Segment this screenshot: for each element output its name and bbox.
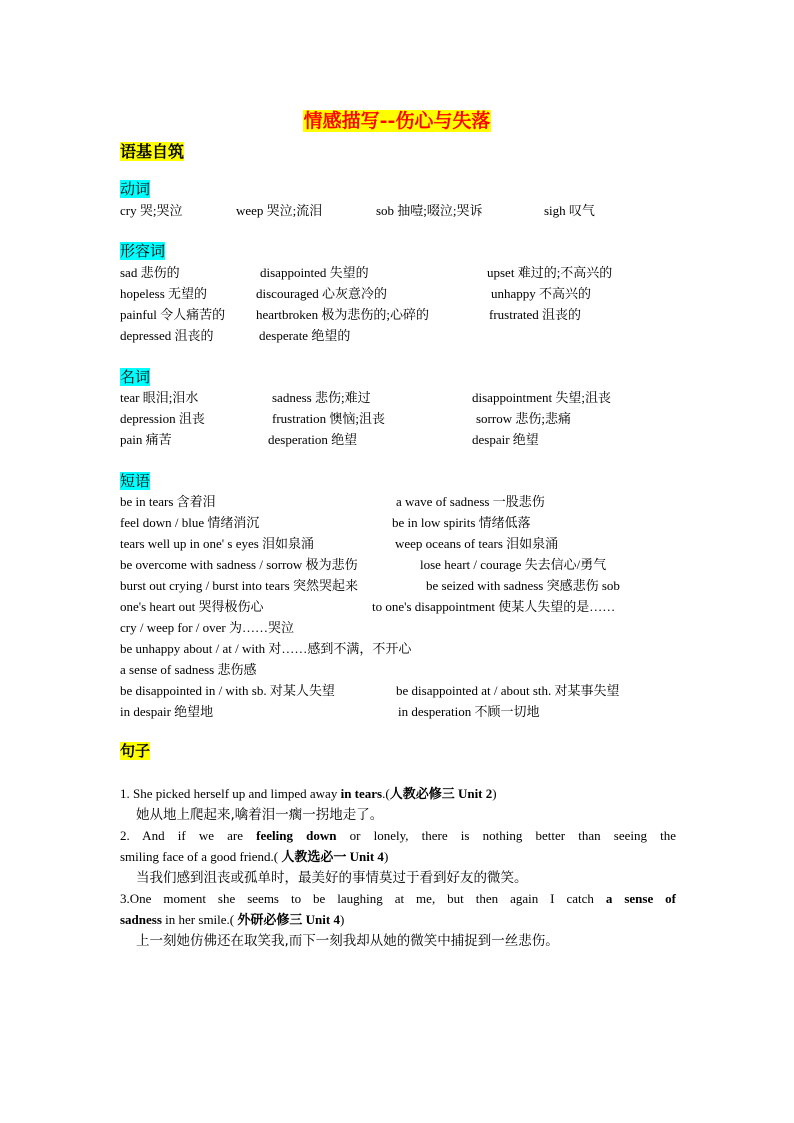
nouns-row [120, 429, 680, 450]
sentence-1: 1. She picked herself up and limped away in tears.(人教必修三 Unit 2) [120, 786, 497, 801]
noun-item: sadness 悲伤;难过 [272, 390, 371, 405]
adjective-item: disappointed 失望的 [260, 265, 369, 280]
noun-item: tear 眼泪;泪水 [120, 390, 199, 405]
phrase-line: be disappointed in / with sb. 对某人失望 be disappointed at / about sth. 对某事失望 [120, 683, 620, 698]
sentence-3-line-2: sadness in her smile.( 外研必修三 Unit 4) [120, 912, 345, 927]
adjectives-row [120, 325, 680, 346]
adjective-item: unhappy 不高兴的 [491, 286, 592, 301]
phrase-line: one's heart out 哭得极伤心 to one's disappointment 使某人失望的是…… [120, 599, 616, 614]
adjective-item: frustrated 沮丧的 [489, 307, 582, 322]
sentence-3-line-1: 3.One moment she seems to be laughing at me, but then again I catch a sense of [120, 891, 676, 906]
adjective-item: painful 令人痛苦的 [120, 307, 226, 322]
noun-item: pain 痛苦 [120, 432, 172, 447]
sentence-1-translation: 她从地上爬起来,噙着泪一瘸一拐地走了。 [136, 807, 384, 823]
sentence-2-line-2: smiling face of a good friend.( 人教选必一 Unit 4) [120, 849, 389, 864]
phrase-line: cry / weep for / over 为……哭泣 [120, 620, 295, 635]
verbs-row [120, 200, 680, 221]
nouns-row [120, 408, 680, 429]
verb-item: sigh 叹气 [544, 203, 595, 218]
nouns-row [120, 387, 680, 408]
nouns-heading: 名词 [120, 368, 151, 386]
phrase-line: feel down / blue 情绪消沉 be in low spirits 情绪低落 [120, 515, 531, 530]
noun-item: sorrow 悲伤;悲痛 [476, 411, 571, 426]
sentence-2-translation: 当我们感到沮丧或孤单时，最美好的事情莫过于看到好友的微笑。 [136, 870, 528, 886]
adjective-item: hopeless 无望的 [120, 286, 208, 301]
page-title [0, 106, 794, 133]
noun-item: desperation 绝望 [268, 432, 358, 447]
section-heading-main: 语基自筑 [120, 142, 185, 161]
adjectives-row [120, 283, 680, 304]
sentence-3-translation: 上一刻她仿佛还在取笑我,而下一刻我却从她的微笑中捕捉到一丝悲伤。 [136, 933, 559, 949]
noun-item: depression 沮丧 [120, 411, 205, 426]
adjective-item: heartbroken 极为悲伤的;心碎的 [256, 307, 429, 322]
phrase-line: burst out crying / burst into tears 突然哭起来 be seized with sadness 突感悲伤 sob [120, 578, 620, 593]
phrase-line: be in tears 含着泪 a wave of sadness 一股悲伤 [120, 494, 545, 509]
adjective-item: desperate 绝望的 [259, 328, 351, 343]
adjective-item: sad 悲伤的 [120, 265, 180, 280]
phrase-line: be overcome with sadness / sorrow 极为悲伤 lose heart / courage 失去信心/勇气 [120, 557, 607, 572]
noun-item: despair 绝望 [472, 432, 539, 447]
phrase-line: be unhappy about / at / with 对……感到不满，不开心 [120, 641, 412, 656]
adjectives-row [120, 304, 680, 325]
noun-item: frustration 懊恼;沮丧 [272, 411, 386, 426]
title-text: 情感描写--伤心与失落 [303, 110, 491, 132]
adjective-item: depressed 沮丧的 [120, 328, 214, 343]
verb-item: weep 哭泣;流泪 [236, 203, 323, 218]
adjectives-heading: 形容词 [120, 242, 166, 260]
sentence-2-line-1: 2. And if we are feeling down or lonely, there is nothing better than seeing the [120, 828, 677, 843]
adjectives-row [120, 262, 680, 283]
adjective-item: discouraged 心灰意冷的 [256, 286, 388, 301]
phrase-line: a sense of sadness 悲伤感 [120, 662, 257, 677]
phrase-line: in despair 绝望地 in desperation 不顾一切地 [120, 704, 540, 719]
verb-item: sob 抽噎;啜泣;哭诉 [376, 203, 483, 218]
adjective-item: upset 难过的;不高兴的 [487, 265, 613, 280]
sentences-heading: 句子 [120, 742, 151, 760]
phrases-heading: 短语 [120, 472, 151, 490]
verb-item: cry 哭;哭泣 [120, 203, 183, 218]
phrase-line: tears well up in one' s eyes 泪如泉涌 weep oceans of tears 泪如泉涌 [120, 536, 559, 551]
verbs-heading: 动词 [120, 180, 151, 198]
noun-item: disappointment 失望;沮丧 [472, 390, 612, 405]
